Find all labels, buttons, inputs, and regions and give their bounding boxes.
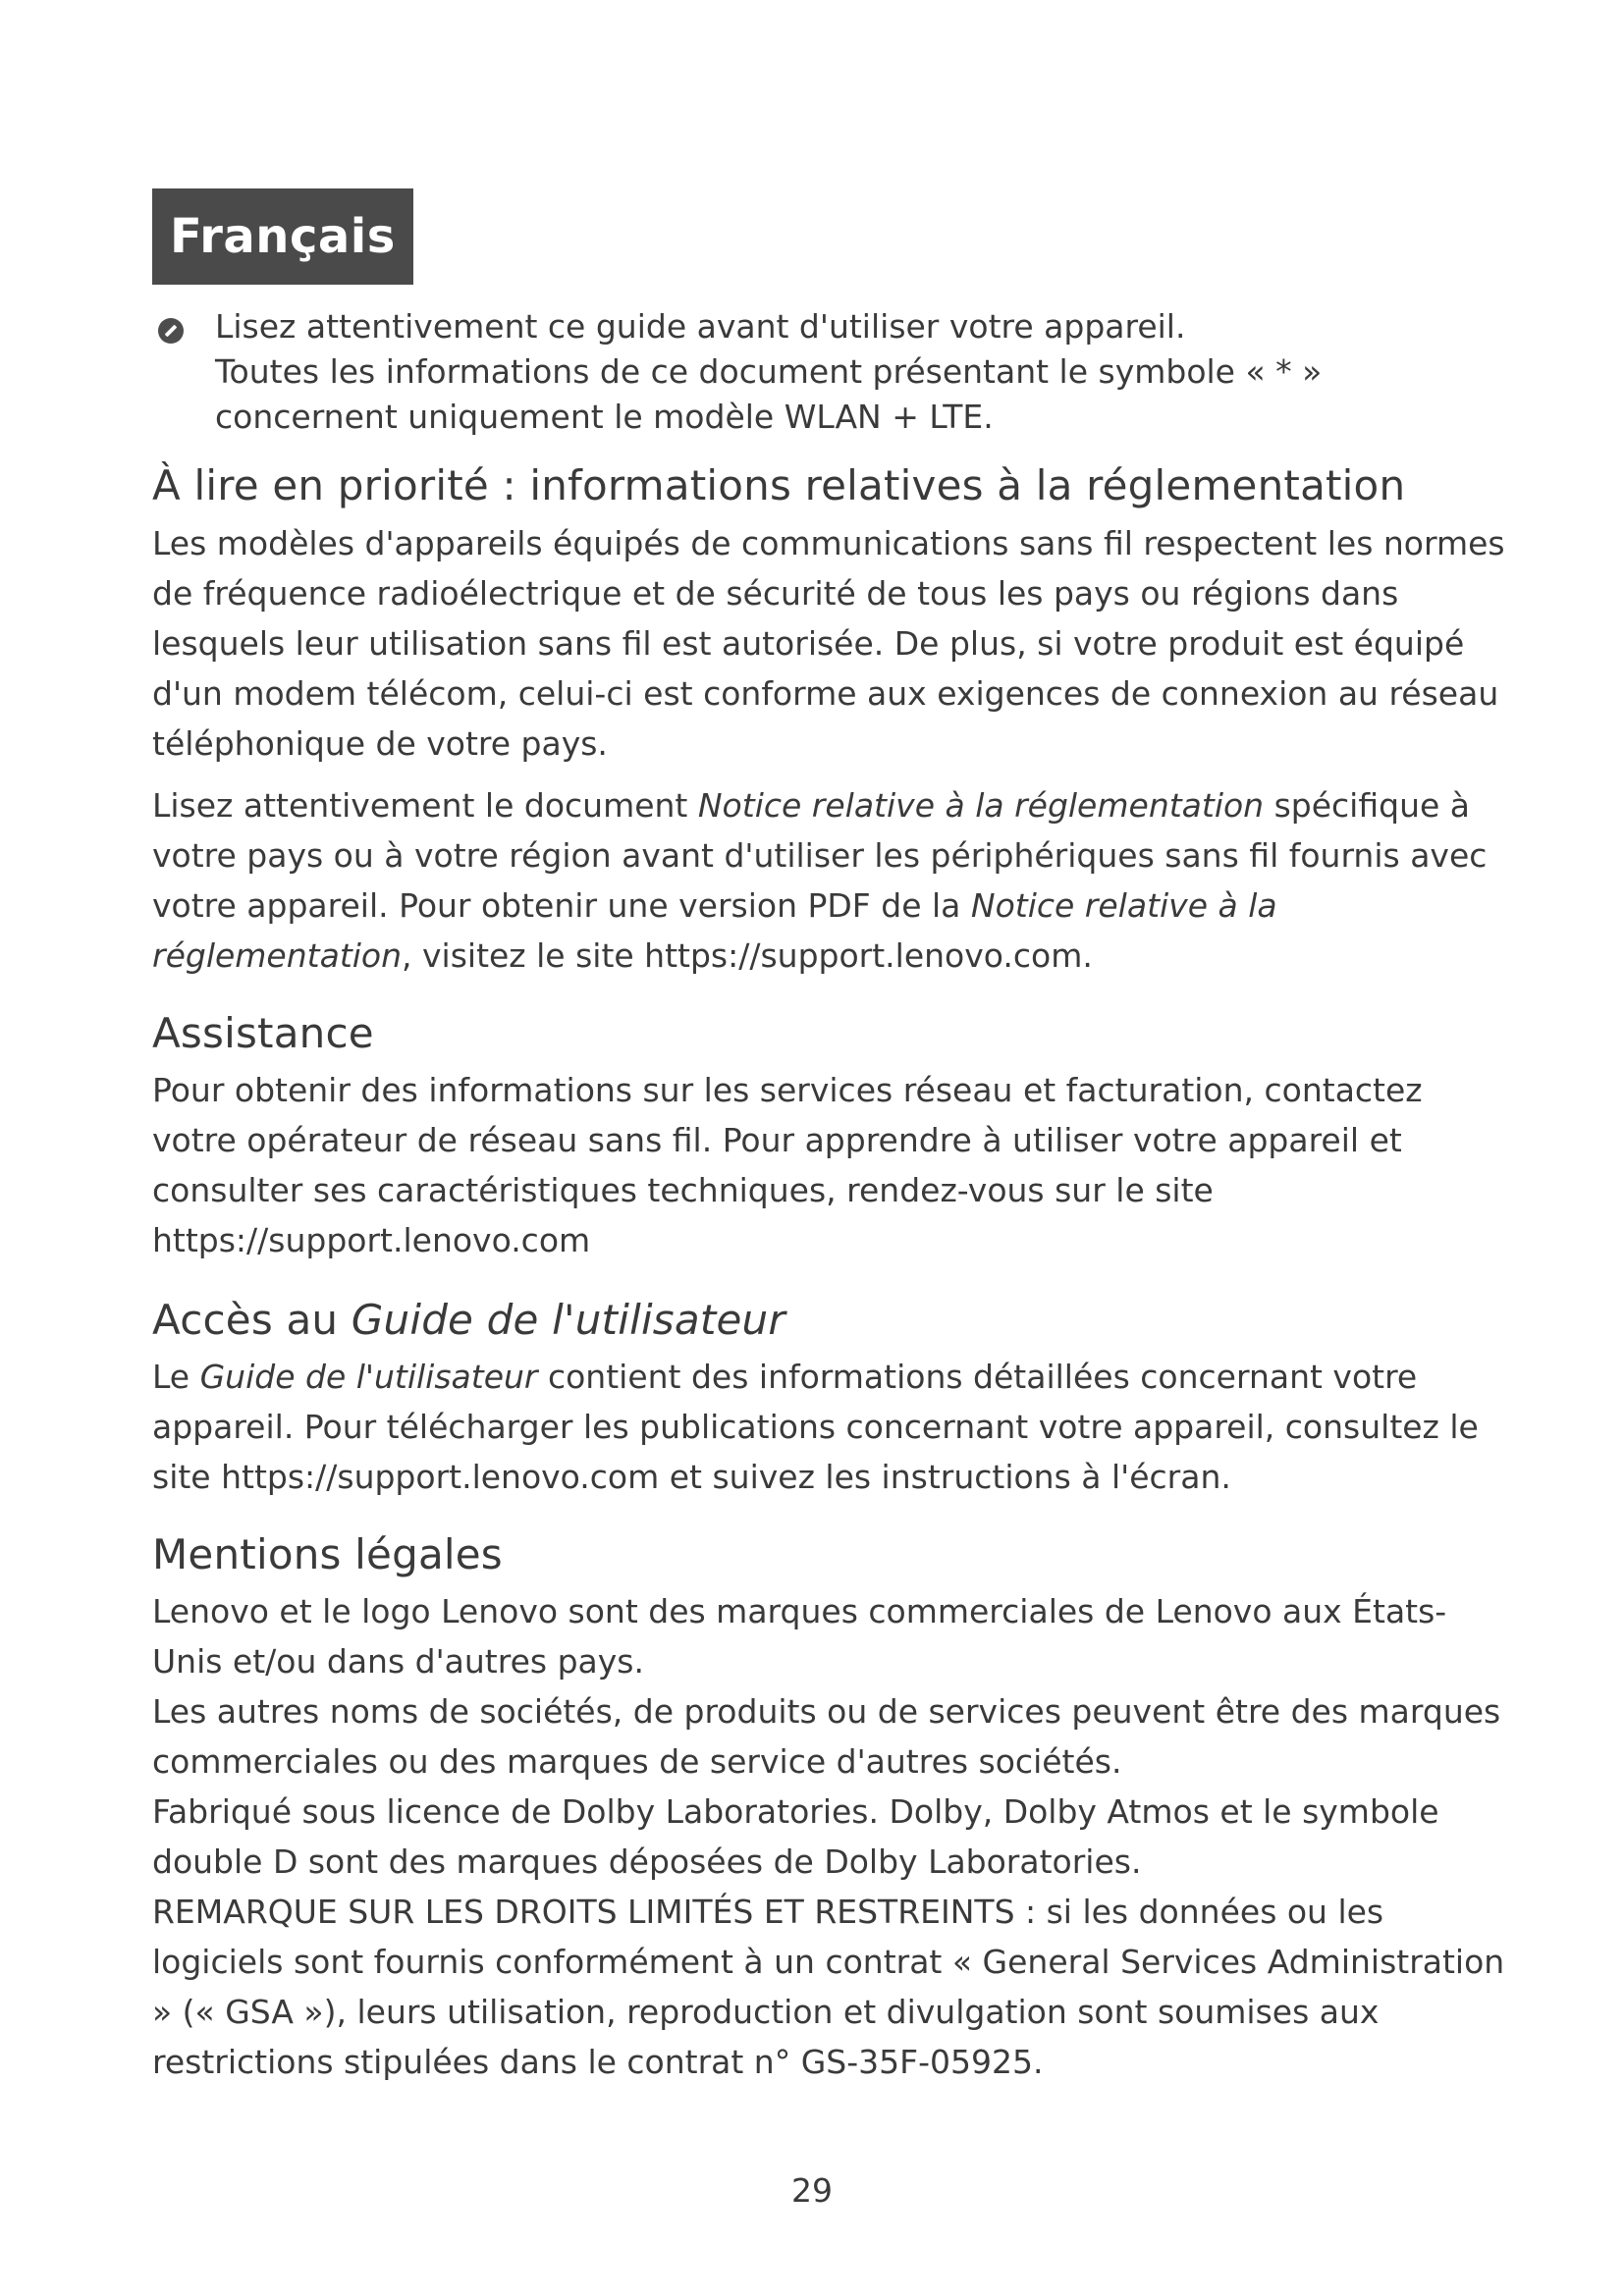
legal-paragraph-1: Lenovo et le logo Lenovo sont des marques commerciales de Lenovo aux États-Unis et/ou dans d'autres pays. xyxy=(152,1592,1447,1681)
regulatory-p2-end: , visitez le site https://support.lenovo.com. xyxy=(402,936,1093,975)
page-number: 29 xyxy=(791,2171,833,2210)
user-guide-paragraph xyxy=(152,1352,1507,1502)
legal-section xyxy=(152,1523,1507,2087)
user-guide-section xyxy=(152,1289,1507,1502)
legal-paragraph-4: REMARQUE SUR LES DROITS LIMITÉS ET RESTREINTS : si les données ou les logiciels sont fournis conformément à un contrat « General Services Administration » (« GSA »), leurs utilisation, reproduction et divulgation sont soumises aux restrictions stipulées dans le contrat n° GS-35F-05925. xyxy=(152,1893,1505,2081)
pencil-icon xyxy=(158,318,184,344)
user-guide-heading xyxy=(152,1289,1507,1352)
notice-title-2: Notice relative à la réglementation xyxy=(152,886,1277,975)
regulatory-p2-middle: spécifique à votre pays ou à votre région avant d'utiliser les périphériques sans fil fournis avec votre appareil. Pour obtenir une version PDF de la xyxy=(152,786,1488,925)
notice-title: Notice relative à la réglementation xyxy=(697,786,1265,825)
regulatory-p2-start: Lisez attentivement le document xyxy=(152,786,698,825)
intro-line-2: Toutes les informations de ce document présentant le symbole « * » xyxy=(215,352,1323,391)
document-page xyxy=(152,188,1507,2087)
regulatory-paragraph-1: Les modèles d'appareils équipés de communications sans fil respectent les normes de fréquence radioélectrique et de sécurité de tous les pays ou régions dans lesquels leur utilisation sans fil est autorisée. De plus, si votre produit est équipé d'un modem télécom, celui-ci est conforme aux exigences de connexion au réseau téléphonique de votre pays. xyxy=(152,524,1505,763)
regulatory-heading: À lire en priorité : informations relatives à la réglementation xyxy=(152,461,1406,509)
user-guide-p-title: Guide de l'utilisateur xyxy=(199,1358,538,1396)
regulatory-section xyxy=(152,454,1507,981)
assistance-section xyxy=(152,1002,1507,1265)
intro-line-1: Lisez attentivement ce guide avant d'utiliser votre appareil. xyxy=(215,307,1186,346)
user-guide-p-start: Le xyxy=(152,1358,200,1396)
legal-heading: Mentions légales xyxy=(152,1530,503,1578)
legal-paragraph-2: Les autres noms de sociétés, de produits ou de services peuvent être des marques commerciales ou des marques de service d'autres sociétés. xyxy=(152,1692,1501,1781)
legal-paragraph-3: Fabriqué sous licence de Dolby Laboratories. Dolby, Dolby Atmos et le symbole double D sont des marques déposées de Dolby Laboratories. xyxy=(152,1792,1439,1881)
user-guide-heading-prefix: Accès au xyxy=(152,1296,352,1344)
language-tab: Français xyxy=(152,188,413,285)
assistance-paragraph: Pour obtenir des informations sur les services réseau et facturation, contactez votre opérateur de réseau sans fil. Pour apprendre à utiliser votre appareil et consulter ses caractéristiques techniques, rendez-vous sur le site https://support.lenovo.com xyxy=(152,1071,1423,1259)
regulatory-paragraph-2 xyxy=(152,780,1507,981)
intro-line-3: concernent uniquement le modèle WLAN + LTE. xyxy=(215,398,994,436)
intro-note xyxy=(152,304,1507,440)
user-guide-heading-title: Guide de l'utilisateur xyxy=(351,1296,785,1344)
assistance-heading: Assistance xyxy=(152,1009,374,1057)
user-guide-p-end: contient des informations détaillées concernant votre appareil. Pour télécharger les publications concernant votre appareil, consultez le site https://support.lenovo.com et suivez les instructions à l'écran. xyxy=(152,1358,1479,1496)
